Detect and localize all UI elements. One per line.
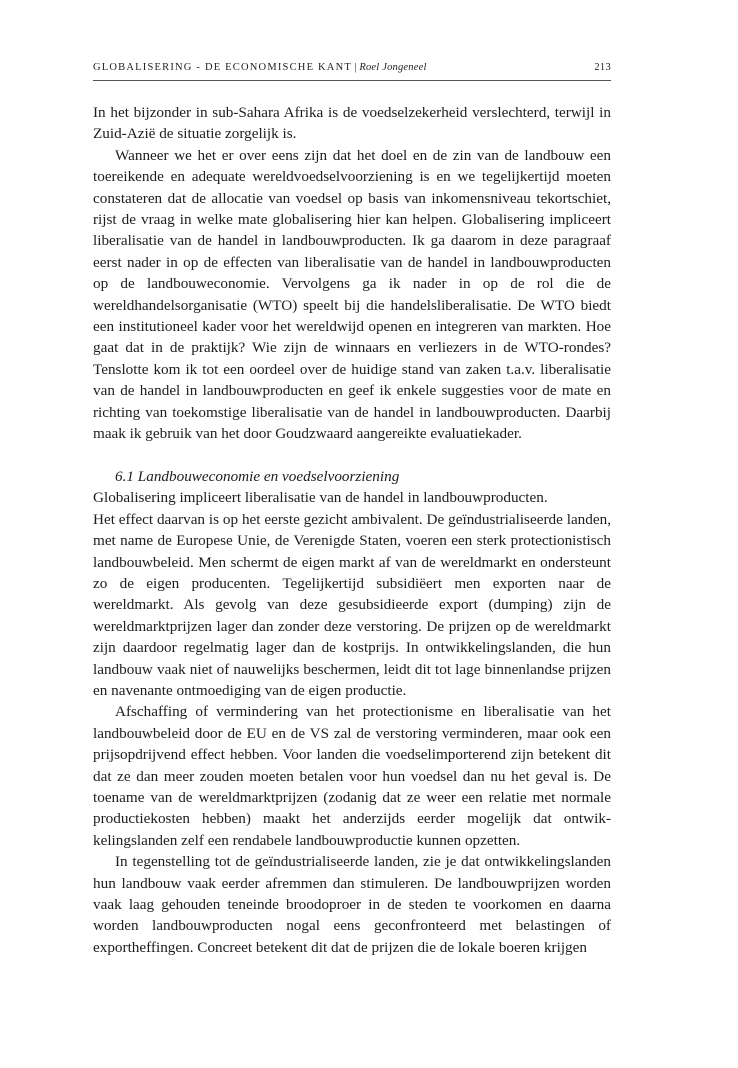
paragraph-5: In tegenstelling tot de geïndustrialiseerde landen, zie je dat ontwikkelingslanden hun landbouw vaak eerder afremmen dan stimuleren. De landbouwprijzen worden vaak laag gehouden teneinde broodoproer in de steden te voorkomen en daarna worden landbouwproducten nogal eens geconfronteerd met belastingen of exportheffingen. Concreet betekent dit dat de prijzen die de lokale boeren krijgen: [93, 853, 611, 956]
author-name: Roel Jongeneel: [359, 62, 427, 73]
paragraph-3a: Globalisering impliceert liberalisatie van de handel in landbouwproducten.: [93, 489, 548, 507]
paragraph-3b: Het effect daarvan is op het eerste gezicht ambivalent. De geïndustrialiseerde landen, met name de Europese Unie, de Verenigde Staten, voeren een sterk protectionistisch landbouwbeleid. Men schermt de eigen markt af van de wereldmarkt en ondersteunt zo de eigen producenten. Tegelijkertijd subsidiëert men exporten naar de wereldmarkt. Als gevolg van deze gesubsidieerde export (dumping) zijn de wereldmarktprijzen lager dan zonder deze verstoring. De prijzen op de wereldmarkt zijn daardoor regelmatig lager dan de kostprijs. In ontwikkelingslanden, die hun landbouw vaak niet of nauwelijks beschermen, leidt dit tot lage binnenlandse prijzen en navenante ontmoediging van de eigen productie.: [93, 510, 611, 699]
page-number: 213: [594, 62, 611, 73]
header-separator: |: [352, 62, 360, 73]
section-heading: 6.1 Landbouweconomie en voedselvoorziening: [115, 467, 400, 485]
running-title: GLOBALISERING - DE ECONOMISCHE KANT: [93, 62, 352, 73]
running-header-left: [93, 62, 427, 73]
paragraph-2: Wanneer we het er over eens zijn dat het doel en de zin van de landbouw een toereikende en adequate wereldvoedselvoorziening is en we tegelijkertijd moeten constateren dat de allocatie van voedsel op basis van inkomensniveau tekortschiet, rijst de vraag in welke mate globalisering hier kan helpen. Globalisering impliceert liberalisatie van de handel in landbouwproducten. Ik ga daarom in deze paragraaf eerst nader in op de effecten van liberalisatie van de handel in landbouwproducten op de landbouweconomie. Vervolgens ga ik nader in op de rol die de wereldhandelsorganisatie (WTO) speelt bij die handelsliberalisatie. De WTO biedt een institutioneel kader voor het wereldwijd openen en integreren van markten. Hoe gaat dat in de praktijk? Wie zijn de winnaars en verliezers in de WTO-rondes? Tenslotte kom ik tot een oordeel over de huidige stand van zaken t.a.v. liberalisatie van de handel in landbouwproducten en geef ik enkele suggesties voor de mate en richting van toekomstige liberalisatie van de handel in landbouwproducten. Daarbij maak ik gebruik van het door Goudzwaard aangereikte evaluatiekader.: [93, 146, 611, 443]
header-divider: [93, 80, 611, 81]
paragraph-4: Afschaffing of vermindering van het protectionisme en liberalisatie van het landbouwbeleid door de EU en de VS zal de verstoring verminderen, maar ook een prijsopdrijvend effect hebben. Voor landen die voedselimporterend zijn betekent dit dat ze dan meer zouden moeten betalen voor hun voedsel dan nu het geval is. De toename van de wereldmarktprijzen (zodanig dat ze weer een relatie met normale productiekosten hebben) maakt het anderzijds eerder mogelijk dat ontwikkelingslanden zelf een rendabele landbouwproductie kunnen opzetten.: [93, 703, 611, 849]
running-header: [93, 60, 611, 78]
body-text: [93, 102, 611, 958]
paragraph-1: In het bijzonder in sub-Sahara Afrika is de voedselzekerheid verslechterd, terwijl in Zuid-Azië de situatie zorgelijk is.: [93, 104, 611, 143]
